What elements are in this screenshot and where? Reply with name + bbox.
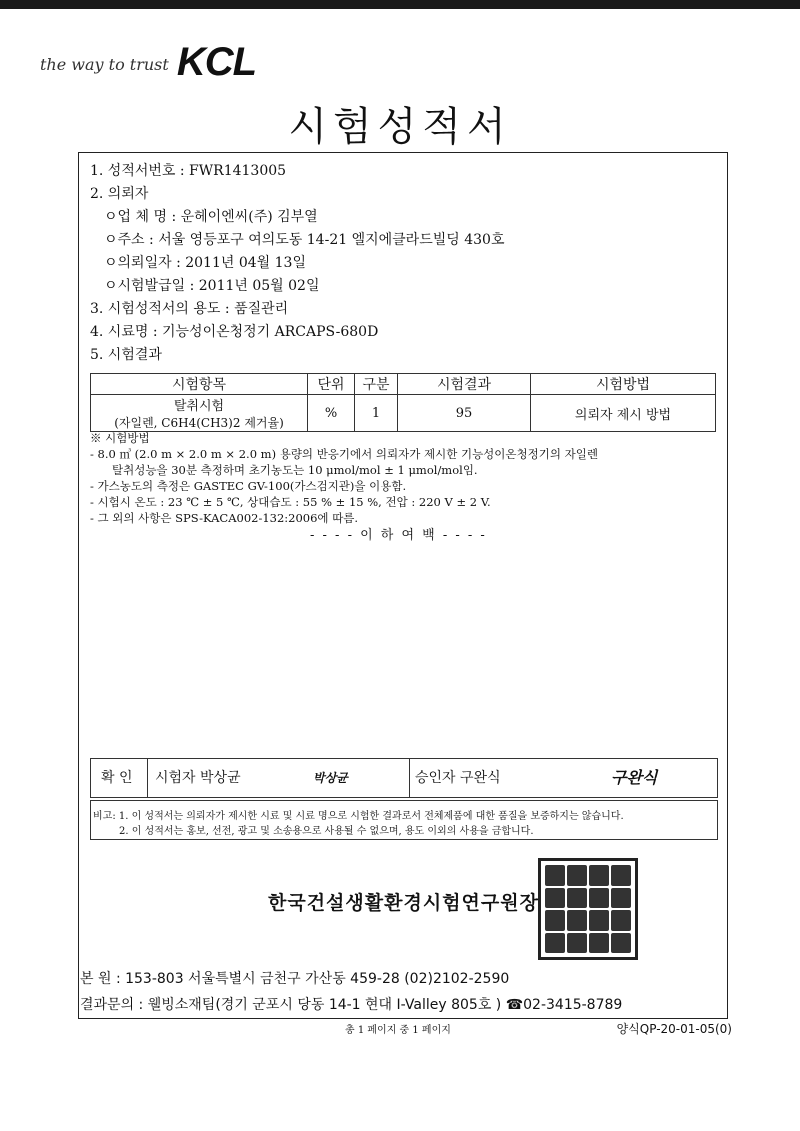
sample-name: 4. 시료명 : 기능성이온청정기 ARCAPS-680D: [90, 324, 379, 340]
test-item-line1: 탈취시험: [173, 399, 225, 414]
header-test-item: 시험항목: [91, 374, 308, 395]
institution-name: 한국건설생활환경시험연구원장: [268, 892, 539, 914]
seal-pattern: [545, 865, 631, 953]
table-row: [91, 395, 716, 432]
result-heading: 5. 시험결과: [90, 347, 162, 363]
remark-line: 2. 이 성적서는 홍보, 선전, 광고 및 소송용으로 사용될 수 없으며, 용도 이외의 사용을 금합니다.: [119, 826, 534, 837]
test-item-line2: (자일렌, C6H4(CH3)2 제거율): [114, 416, 284, 430]
remark-line: 비고: 1. 이 성적서는 의뢰자가 제시한 시료 및 시료 명으로 시험한 결과로서 전체제품에 대한 품질을 보증하지는 않습니다.: [93, 811, 624, 822]
remarks-box: [90, 800, 718, 840]
header-method: 시험방법: [531, 374, 716, 395]
inquiry-contact: 결과문의 : 웰빙소재팀(경기 군포시 당동 14-1 현대 I-Valley 805호 ) ☎02-3415-8789: [80, 997, 623, 1013]
tester-name: 시험자 박상균: [155, 770, 241, 786]
scan-top-border: [0, 0, 800, 9]
requester-address: ㅇ주소 : 서울 영등포구 여의도동 14-21 엘지에클라드빌딩 430호: [104, 232, 505, 248]
method-line: - 그 외의 사항은 SPS-KACA002-132:2006에 따름.: [90, 511, 359, 525]
method-line: - 8.0 ㎥ (2.0 m × 2.0 m × 2.0 m) 용량의 반응기에서 의뢰자가 제시한 기능성이온청정기의 자일렌: [90, 447, 598, 461]
blank-below-marker: - - - - 이 하 여 백 - - - -: [310, 528, 487, 543]
cell-test-item: [91, 395, 308, 432]
cell-class: 1: [355, 395, 398, 432]
approver-name: 승인자 구완식: [415, 770, 501, 786]
header-unit: 단위: [308, 374, 355, 395]
requester-company: ㅇ업 체 명 : 운헤이엔씨(주) 김부열: [104, 209, 318, 225]
method-line: - 가스농도의 측정은 GASTEC GV-100(가스검지관)을 이용함.: [90, 479, 407, 493]
method-heading: ※ 시험방법: [90, 431, 150, 445]
divider: [147, 759, 148, 797]
report-number: 1. 성적서번호 : FWR1413005: [90, 163, 287, 179]
kcl-logo: [40, 42, 256, 82]
official-seal: [538, 858, 638, 960]
report-purpose: 3. 시험성적서의 용도 : 품질관리: [90, 301, 289, 317]
page-count: 총 1 페이지 중 1 페이지: [345, 1025, 451, 1036]
headquarters-address: 본 원 : 153-803 서울특별시 금천구 가산동 459-28 (02)2102-2590: [80, 971, 510, 987]
tester-signature: 박상균: [313, 771, 348, 785]
logo-wordmark: KCL: [176, 40, 257, 84]
table-header-row: [91, 374, 716, 395]
signature-row: [90, 758, 718, 798]
requester-heading: 2. 의뢰자: [90, 186, 149, 202]
cell-method: 의뢰자 제시 방법: [531, 395, 716, 432]
logo-tagline: the way to trust: [40, 55, 169, 74]
request-date: ㅇ의뢰일자 : 2011년 04월 13일: [104, 255, 306, 271]
header-class: 구분: [355, 374, 398, 395]
approver-signature: 구완식: [611, 768, 658, 787]
form-number: 양식QP-20-01-05(0): [616, 1022, 732, 1036]
cell-result: 95: [398, 395, 531, 432]
method-line: - 시험시 온도 : 23 ℃ ± 5 ℃, 상대습도 : 55 % ± 15 %, 전압 : 220 V ± 2 V.: [90, 495, 491, 509]
method-line: 탈취성능을 30분 측정하며 초기농도는 10 μmol/mol ± 1 μmol/mol임.: [112, 463, 478, 477]
document-title: 시험성적서: [288, 104, 512, 150]
result-table: [90, 373, 716, 432]
header-result: 시험결과: [398, 374, 531, 395]
confirm-label: 확 인: [101, 770, 133, 786]
issue-date: ㅇ시험발급일 : 2011년 05월 02일: [104, 278, 320, 294]
divider: [409, 759, 410, 797]
cell-unit: %: [308, 395, 355, 432]
